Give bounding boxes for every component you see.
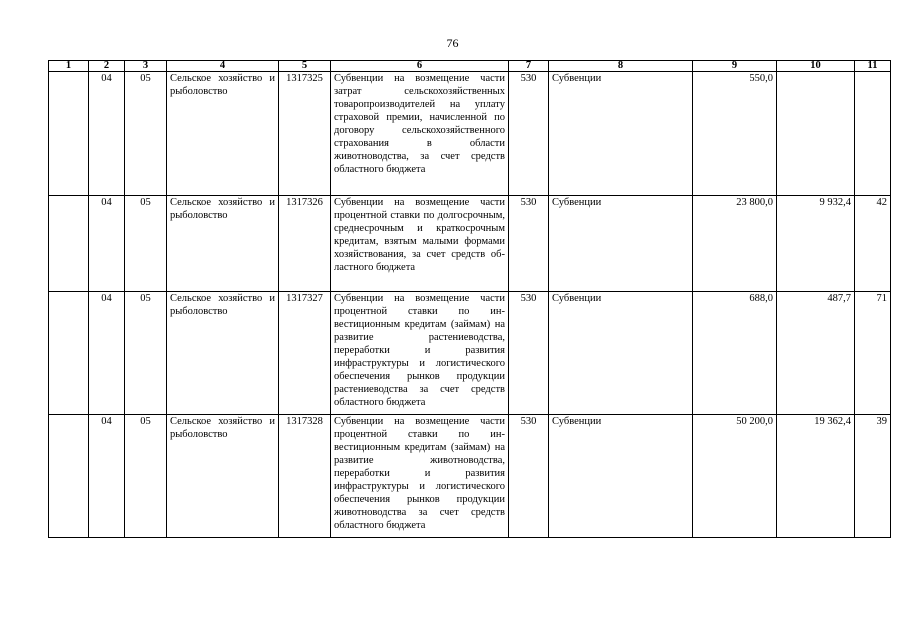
cell-actual-amount: 19 362,4 xyxy=(777,415,855,538)
cell-expense-type-code: 530 xyxy=(509,72,549,196)
cell-subsection: 05 xyxy=(125,292,167,415)
table-row xyxy=(49,72,891,196)
column-header-10: 10 xyxy=(777,61,855,72)
cell-planned-amount: 688,0 xyxy=(693,292,777,415)
cell-expense-type-name: Субвенции xyxy=(549,196,693,292)
column-header-6: 6 xyxy=(331,61,509,72)
column-header-9: 9 xyxy=(693,61,777,72)
cell-description: Субвенции на возмещение части процентной ставки по инвестиционным кредитам (займам) на развитие животноводства, переработки и развития инфраструктуры и логистического обеспечения рынков продукции животноводства за счет средств областного бюджета xyxy=(331,415,509,538)
cell-expense-type-code: 530 xyxy=(509,292,549,415)
cell-planned-amount: 550,0 xyxy=(693,72,777,196)
column-header-7: 7 xyxy=(509,61,549,72)
cell-planned-amount: 50 200,0 xyxy=(693,415,777,538)
cell-section-name: Сельское хозяйство и рыболовство xyxy=(167,72,279,196)
budget-table xyxy=(48,60,891,538)
column-header-2: 2 xyxy=(89,61,125,72)
cell-subsection: 05 xyxy=(125,72,167,196)
column-header-4: 4 xyxy=(167,61,279,72)
cell-percent: 71 xyxy=(855,292,891,415)
cell-actual-amount xyxy=(777,72,855,196)
cell-planned-amount: 23 800,0 xyxy=(693,196,777,292)
cell-section-name: Сельское хозяйство и рыболовство xyxy=(167,196,279,292)
cell-section-name: Сельское хозяйство и рыболовство xyxy=(167,292,279,415)
cell-expense-type-name: Субвенции xyxy=(549,415,693,538)
cell-description: Субвенции на возмещение части процентной ставки по инвестиционным кредитам (займам) на развитие растениеводства, переработки и развития инфраструктуры и логистического обеспечения рынков продукции растениеводства за счет средств областного бюджета xyxy=(331,292,509,415)
cell-expense-type-code: 530 xyxy=(509,196,549,292)
column-header-8: 8 xyxy=(549,61,693,72)
cell-subsection: 05 xyxy=(125,415,167,538)
table-row xyxy=(49,196,891,292)
cell-section-name: Сельское хозяйство и рыболовство xyxy=(167,415,279,538)
cell-target-code: 1317326 xyxy=(279,196,331,292)
cell-section: 04 xyxy=(89,196,125,292)
column-header-1: 1 xyxy=(49,61,89,72)
cell-section: 04 xyxy=(89,415,125,538)
cell-col1 xyxy=(49,196,89,292)
cell-expense-type-name: Субвенции xyxy=(549,292,693,415)
cell-subsection: 05 xyxy=(125,196,167,292)
cell-percent: 39 xyxy=(855,415,891,538)
table-row xyxy=(49,415,891,538)
cell-expense-type-code: 530 xyxy=(509,415,549,538)
cell-actual-amount: 9 932,4 xyxy=(777,196,855,292)
column-header-3: 3 xyxy=(125,61,167,72)
cell-target-code: 1317328 xyxy=(279,415,331,538)
cell-percent: 42 xyxy=(855,196,891,292)
cell-percent xyxy=(855,72,891,196)
column-header-5: 5 xyxy=(279,61,331,72)
cell-description: Субвенции на возмещение части затрат сельскохозяйственных товаропроизводителей на уплату страховой премии, начисленной по договору сельскохозяйственного страхования в области животноводства, за счет средств областного бюджета xyxy=(331,72,509,196)
cell-col1 xyxy=(49,415,89,538)
header-row xyxy=(49,61,891,72)
cell-col1 xyxy=(49,72,89,196)
cell-actual-amount: 487,7 xyxy=(777,292,855,415)
table-row xyxy=(49,292,891,415)
cell-expense-type-name: Субвенции xyxy=(549,72,693,196)
column-header-11: 11 xyxy=(855,61,891,72)
cell-target-code: 1317327 xyxy=(279,292,331,415)
cell-section: 04 xyxy=(89,292,125,415)
cell-description: Субвенции на возмещение части процентной ставки по долгосрочным, среднесрочным и краткосрочным кредитам, взятым малыми формами хозяйствования, за счет средств областного бюджета xyxy=(331,196,509,292)
cell-target-code: 1317325 xyxy=(279,72,331,196)
cell-col1 xyxy=(49,292,89,415)
page-number: 76 xyxy=(446,36,459,50)
cell-section: 04 xyxy=(89,72,125,196)
